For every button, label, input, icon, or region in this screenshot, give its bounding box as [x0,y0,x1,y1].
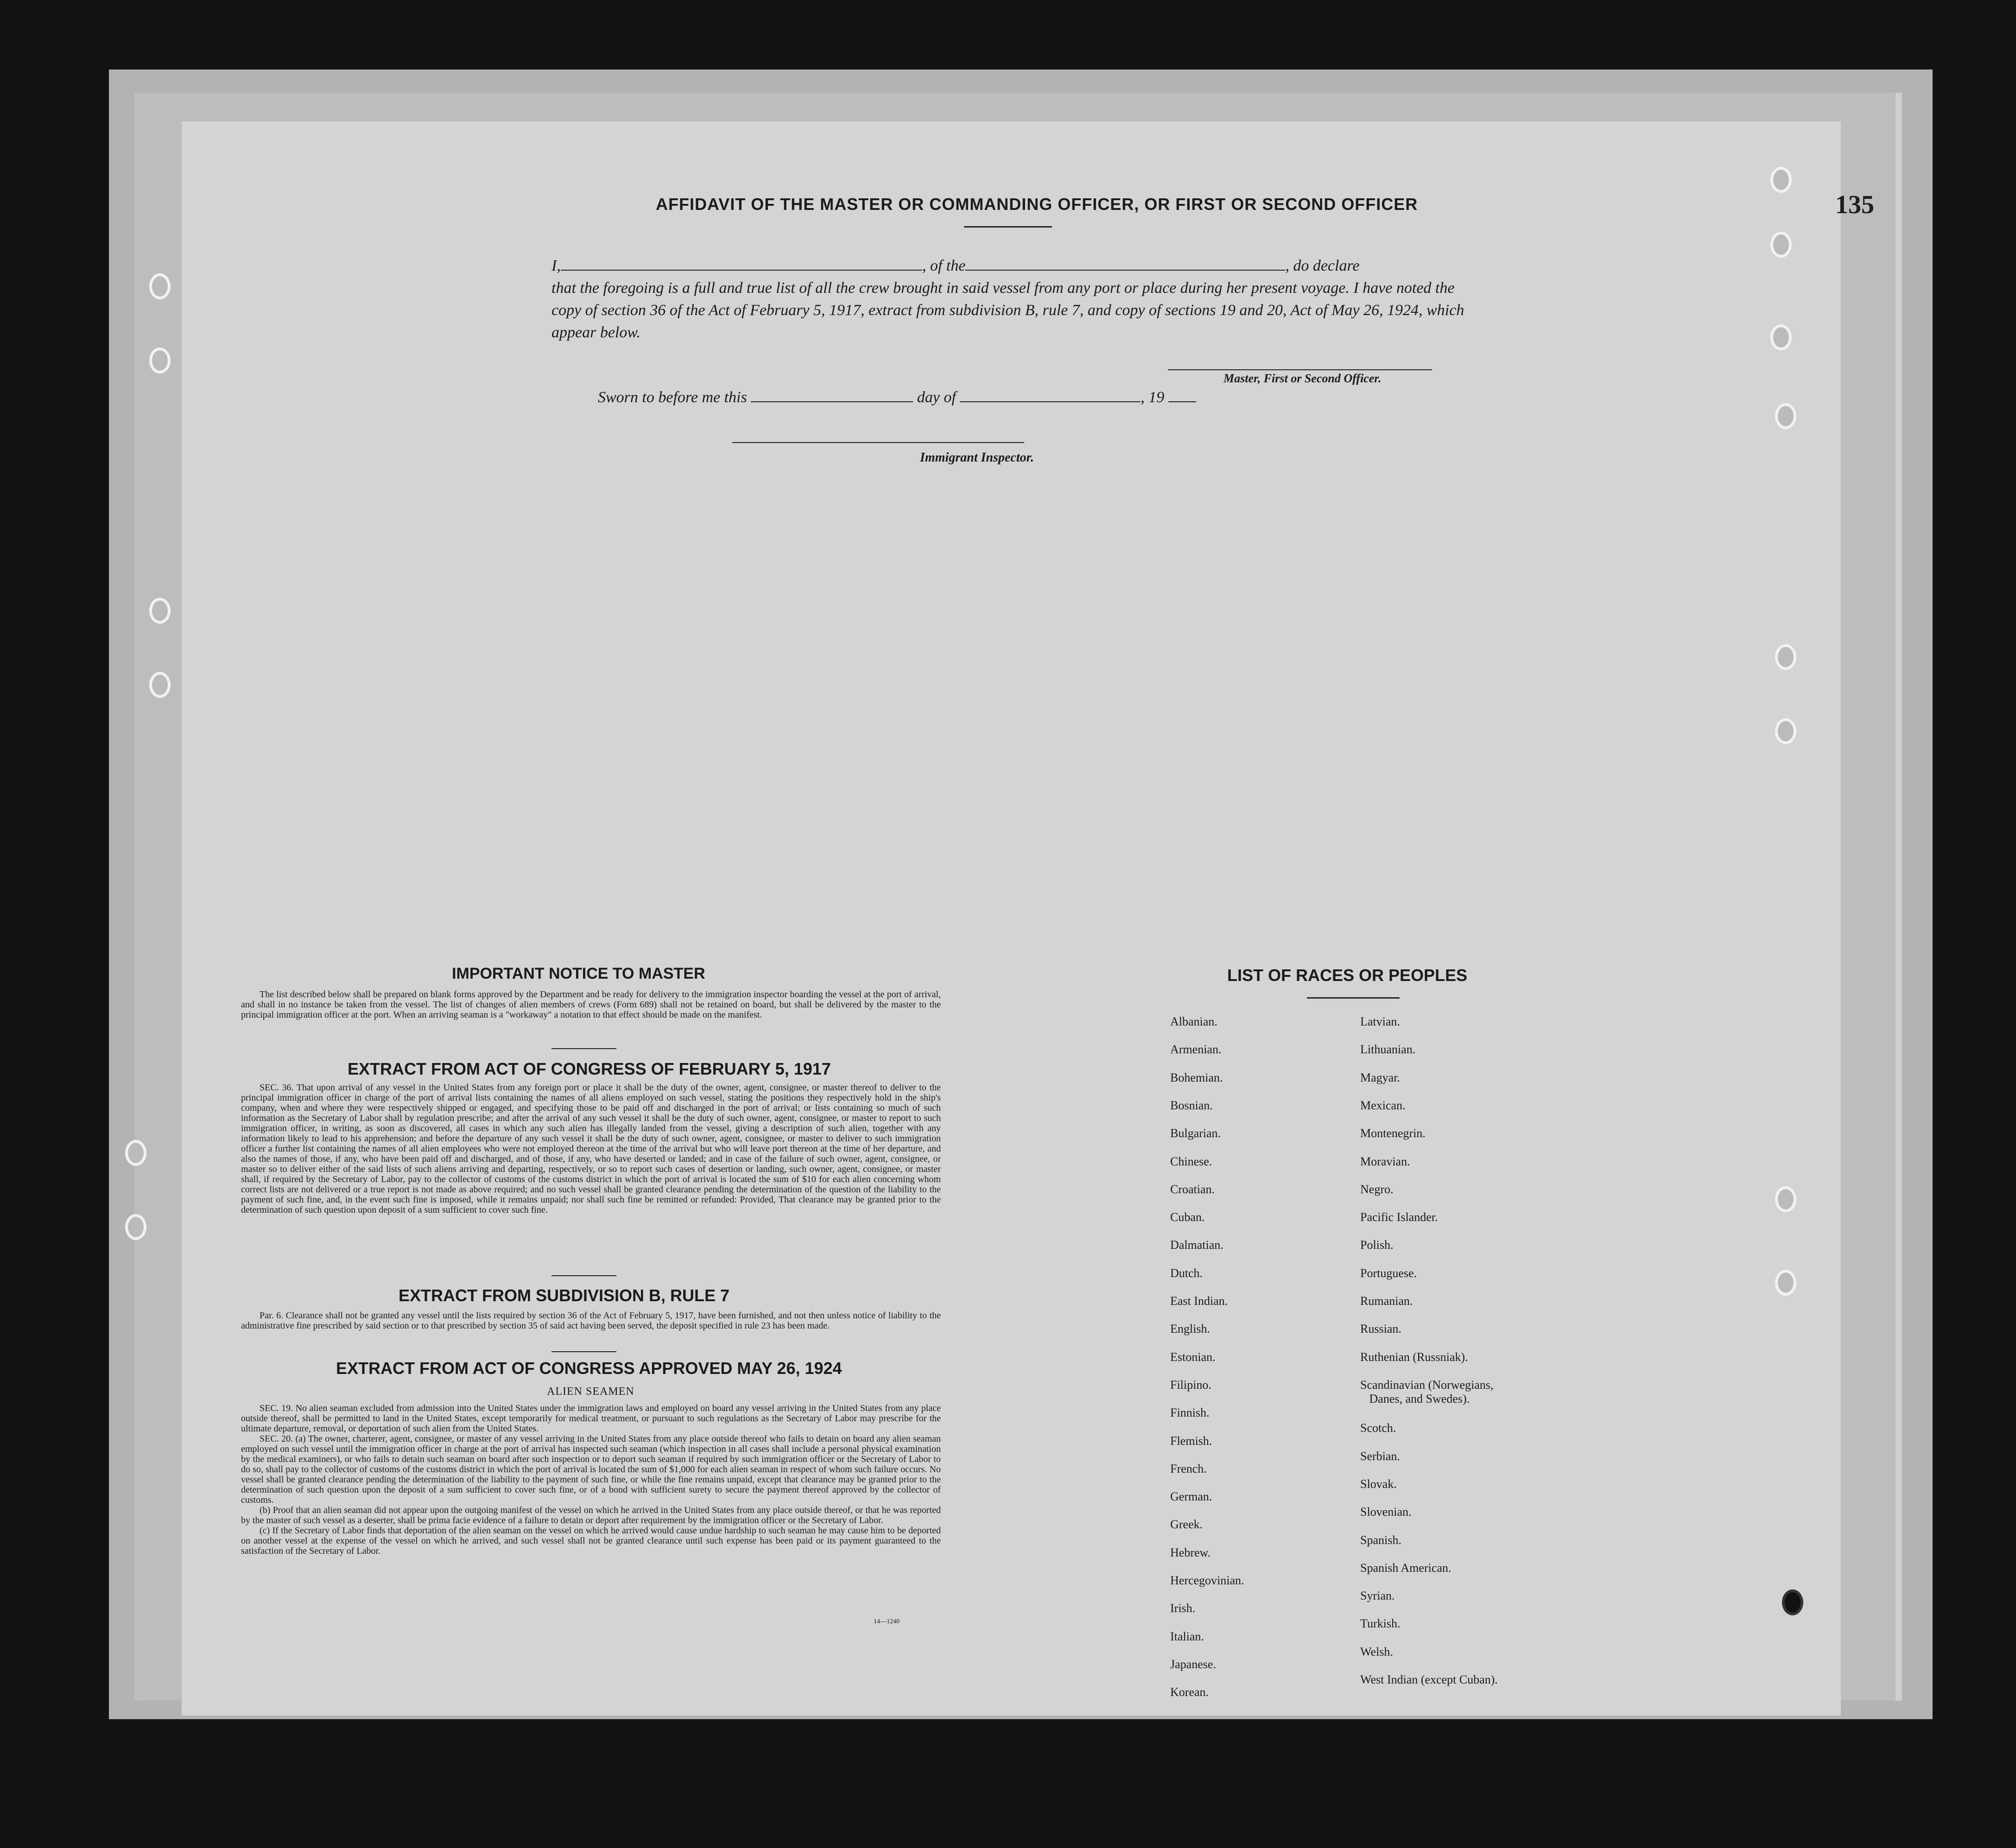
race-item: Pacific Islander. [1360,1210,1438,1224]
sec20c-text: (c) If the Secretary of Labor finds that deportation of the alien seaman on the vessel on which he arrived would cause undue hardship to such seaman he may cause him to be deported on another vessel at the expense of the vessel on which he arrived, and such vessel shall not be granted clearance until such expense has been paid or its payment guaranteed to the satisfaction of the Secretary of Labor. [241,1525,941,1556]
race-item: Italian. [1170,1629,1204,1643]
race-item: Magyar. [1360,1070,1400,1084]
race-item: Serbian. [1360,1449,1400,1463]
notice-text: The list described below shall be prepared on blank forms approved by the Department and be ready for delivery to the immigration inspector boarding the vessel at the port of arrival, and shall in no instance be taken from the vessel. The list of changes of alien members of crews (Form 689) shall not be retained on board, but shall be delivered by the master to the principal immigration officer at the port. When an arriving seaman is a "workaway" a notation to that effect should be made on the manifest. [241,989,941,1020]
title-divider [964,226,1052,228]
punch-hole [149,273,171,299]
punch-hole [125,1140,146,1166]
sworn-day-blank[interactable] [751,387,913,402]
race-item: Bohemian. [1170,1070,1223,1084]
race-item: Latvian. [1360,1015,1400,1028]
affidavit-title: AFFIDAVIT OF THE MASTER OR COMMANDING OFFICER, OR FIRST OR SECOND OFFICER [656,195,1418,214]
race-item: Dutch. [1170,1266,1203,1280]
sec20b-text: (b) Proof that an alien seaman did not appear upon the outgoing manifest of the vessel on which he arrived in the United States from any place outside thereof, or that he was reported by the master of such vessel as a deserter, shall be prima facie evidence of a failure to detain or deport after requirement by the immigration officer or the Secretary of Labor. [241,1505,941,1525]
race-item: Irish. [1170,1601,1196,1615]
name-blank[interactable] [561,256,922,271]
master-signature-line[interactable] [1168,369,1432,370]
race-item: Scandinavian (Norwegians, Danes, and Swedes). [1360,1378,1494,1405]
inspector-signature-line[interactable] [732,442,1024,443]
races-divider [1307,997,1400,999]
race-item: Welsh. [1360,1645,1393,1658]
punch-hole [1770,324,1792,350]
declaration-block [552,255,1469,344]
race-item: Estonian. [1170,1350,1216,1364]
race-item: Moravian. [1360,1154,1410,1168]
race-item: Russian. [1360,1322,1401,1336]
race-item: Spanish American. [1360,1561,1452,1575]
race-item: Filipino. [1170,1378,1211,1392]
rule7-text: Par. 6. Clearance shall not be granted any vessel until the lists required by section 36 of the Act of February 5, 1917, have been furnished, and not then unless notice of liability to the administrative fine prescribed by said section or to that prescribed by section 35 of said act having been served, the deposit specified in rule 23 has been made. [241,1310,941,1331]
sworn-year-blank[interactable] [1168,387,1196,402]
punch-hole [1775,644,1796,670]
race-item: Polish. [1360,1238,1394,1252]
race-item: Mexican. [1360,1098,1406,1112]
race-item: Ruthenian (Russniak). [1360,1350,1468,1364]
punch-hole [1782,1589,1803,1615]
race-item: East Indian. [1170,1294,1228,1308]
extract-1917-title: EXTRACT FROM ACT OF CONGRESS OF FEBRUARY 5, 1917 [348,1059,831,1078]
race-item: Portuguese. [1360,1266,1417,1280]
race-item: Korean. [1170,1685,1209,1699]
declaration-body: that the foregoing is a full and true list of all the crew brought in said vessel from any port or place during her present voyage. I have noted the copy of section 36 of the Act of February 5, 1917, extract from subdivision B, rule 7, and copy of sections 19 and 20, Act of May 26, 1924, which appear below. [552,279,1464,341]
declaration-do-declare: , do declare [1285,257,1360,274]
punch-hole [1775,1270,1796,1296]
notice-title: IMPORTANT NOTICE TO MASTER [452,965,705,982]
race-item: Spanish. [1360,1533,1401,1547]
race-item: French. [1170,1462,1207,1475]
sworn-prefix: Sworn to before me this [598,389,747,406]
sec20a-text: SEC. 20. (a) The owner, charterer, agent, consignee, or master of any vessel arriving in the United States from any place outside thereof who fails to detain on board any alien seaman employed on such vessel until the immigration officer in charge at the port of arrival has inspected such seaman (which inspection in all cases shall include a personal physical examination by the medical examiners), or who fails to detain such seaman on board after such inspection or to deport such seaman if required by such immigration officer or the Secretary of Labor to do so, shall pay to the collector of customs of the customs district in which the port of arrival is located the sum of $1,000 for each alien seaman in respect of whom such failure occurs. No vessel shall be granted clearance pending the determination of the liability to the payment of such fine, or while the fine remains unpaid, except that clearance may be granted prior to the determination of such question upon the deposit of a sum sufficient to cover such fine, or of a bond with sufficient surety to secure the payment thereof approved by the collector of customs. [241,1434,941,1505]
race-item: Greek. [1170,1518,1203,1532]
race-item: Negro. [1360,1182,1394,1196]
punch-hole [1775,403,1796,429]
race-item: Albanian. [1170,1015,1217,1028]
race-item: Slovenian. [1360,1505,1412,1519]
extract-1924-text [241,1403,941,1556]
race-item: Dalmatian. [1170,1238,1224,1252]
punch-hole [149,598,171,624]
sworn-line [598,387,1196,406]
race-item: English. [1170,1322,1210,1336]
extract-1924-title: EXTRACT FROM ACT OF CONGRESS APPROVED MAY 26, 1924 [336,1359,842,1378]
rule7-title: EXTRACT FROM SUBDIVISION B, RULE 7 [399,1286,730,1305]
race-item: Bosnian. [1170,1098,1213,1112]
race-item: Armenian. [1170,1043,1222,1057]
race-item: Rumanian. [1360,1294,1413,1308]
rule7-divider [552,1351,616,1352]
punch-hole [1770,232,1792,258]
declaration-first-line [552,255,1469,277]
race-item: Lithuanian. [1360,1043,1416,1057]
race-item: Chinese. [1170,1154,1212,1168]
race-item: Hercegovinian. [1170,1574,1244,1587]
punch-hole [125,1214,146,1240]
declaration-of-the: , of the [922,257,966,274]
sworn-day-of: day of [917,389,956,406]
master-signature-label: Master, First or Second Officer. [1224,372,1382,385]
alien-seamen-subtitle: ALIEN SEAMEN [547,1386,634,1398]
sworn-year: , 19 [1141,389,1165,406]
extract-1917-text: SEC. 36. That upon arrival of any vessel in the United States from any foreign port or place it shall be the duty of the owner, agent, consignee, or master thereof to deliver to the principal immigration officer in charge of the port of arrival lists containing the names of all aliens employed on such vessel, stating the positions they respectively hold in the ship's company, when and where they were respectively shipped or engaged, and specifying those to be paid off and discharged in the port of arrival; or lists containing so much of such information as the Secretary of Labor shall by regulation prescribe; and after the arrival of any such vessel it shall be the duty of such owner, agent, consignee, or master to report to such immigration officer, in writing, as soon as discovered, all cases in which any such alien has illegally landed from the vessel, giving a description of such alien, together with any information likely to lead to his apprehension; and before the departure of any such vessel it shall be the duty of such owner, agent, consignee, or master to deliver to such immigration officer a further list containing the names of all alien employees who were not employed thereon at the time of the arrival but who will leave port thereon at the time of her departure, and also the names of those, if any, who have been paid off and discharged, and of those, if any, who have deserted or landed; and in case of the failure of such owner, agent, consignee, or master so to deliver either of the said lists of such aliens arriving and departing, respectively, or so to report such cases of desertion or landing, such owner, agent, consignee, or master shall, if required by the Secretary of Labor, pay to the collector of customs of the customs district in which the port of arrival is located the sum of $10 for each alien concerning whom correct lists are not delivered or a true report is not made as above required; and no such vessel shall be granted clearance pending the determination of the question of the liability to the payment of such fine, and, in the event such fine is imposed, while it remains unpaid; nor shall such fine be remitted or refunded: Provided, That clearance may be granted prior to the determination of such question upon deposit of a sum sufficient to cover such fine. [241,1082,941,1215]
race-item: Montenegrin. [1360,1127,1426,1140]
race-item: German. [1170,1490,1212,1504]
punch-hole [1775,718,1796,744]
race-item: Hebrew. [1170,1545,1211,1559]
race-item: Turkish. [1360,1617,1401,1631]
race-item: Scotch. [1360,1421,1396,1435]
punch-hole [1775,1186,1796,1212]
extract-1917-divider [552,1275,616,1276]
vessel-blank[interactable] [965,256,1285,271]
punch-hole [1770,167,1792,193]
sworn-month-blank[interactable] [960,387,1141,402]
page-number: 135 [1835,190,1874,219]
race-item: Syrian. [1360,1589,1395,1603]
race-item: Bulgarian. [1170,1127,1221,1140]
race-item: Flemish. [1170,1434,1212,1448]
notice-divider [552,1048,616,1049]
race-item: Slovak. [1360,1477,1397,1491]
race-item: Finnish. [1170,1406,1210,1420]
punch-hole [149,348,171,373]
sec19-text: SEC. 19. No alien seaman excluded from admission into the United States under the immigration laws and employed on board any vessel arriving in the United States from any place outside thereof, shall be permitted to land in the United States, except temporarily for medical treatment, or pursuant to such regulations as the Secretary of Labor may prescribe for the ultimate departure, removal, or deportation of such alien from the United States. [241,1403,941,1434]
race-item: Japanese. [1170,1657,1216,1671]
inspector-signature-label: Immigrant Inspector. [920,450,1034,465]
form-number: 14—1240 [874,1618,900,1625]
race-item: Croatian. [1170,1182,1215,1196]
declaration-i: I, [552,257,561,274]
races-title: LIST OF RACES OR PEOPLES [1227,966,1468,985]
race-item: Cuban. [1170,1210,1205,1224]
punch-hole [149,672,171,698]
race-item: West Indian (except Cuban). [1360,1673,1498,1687]
